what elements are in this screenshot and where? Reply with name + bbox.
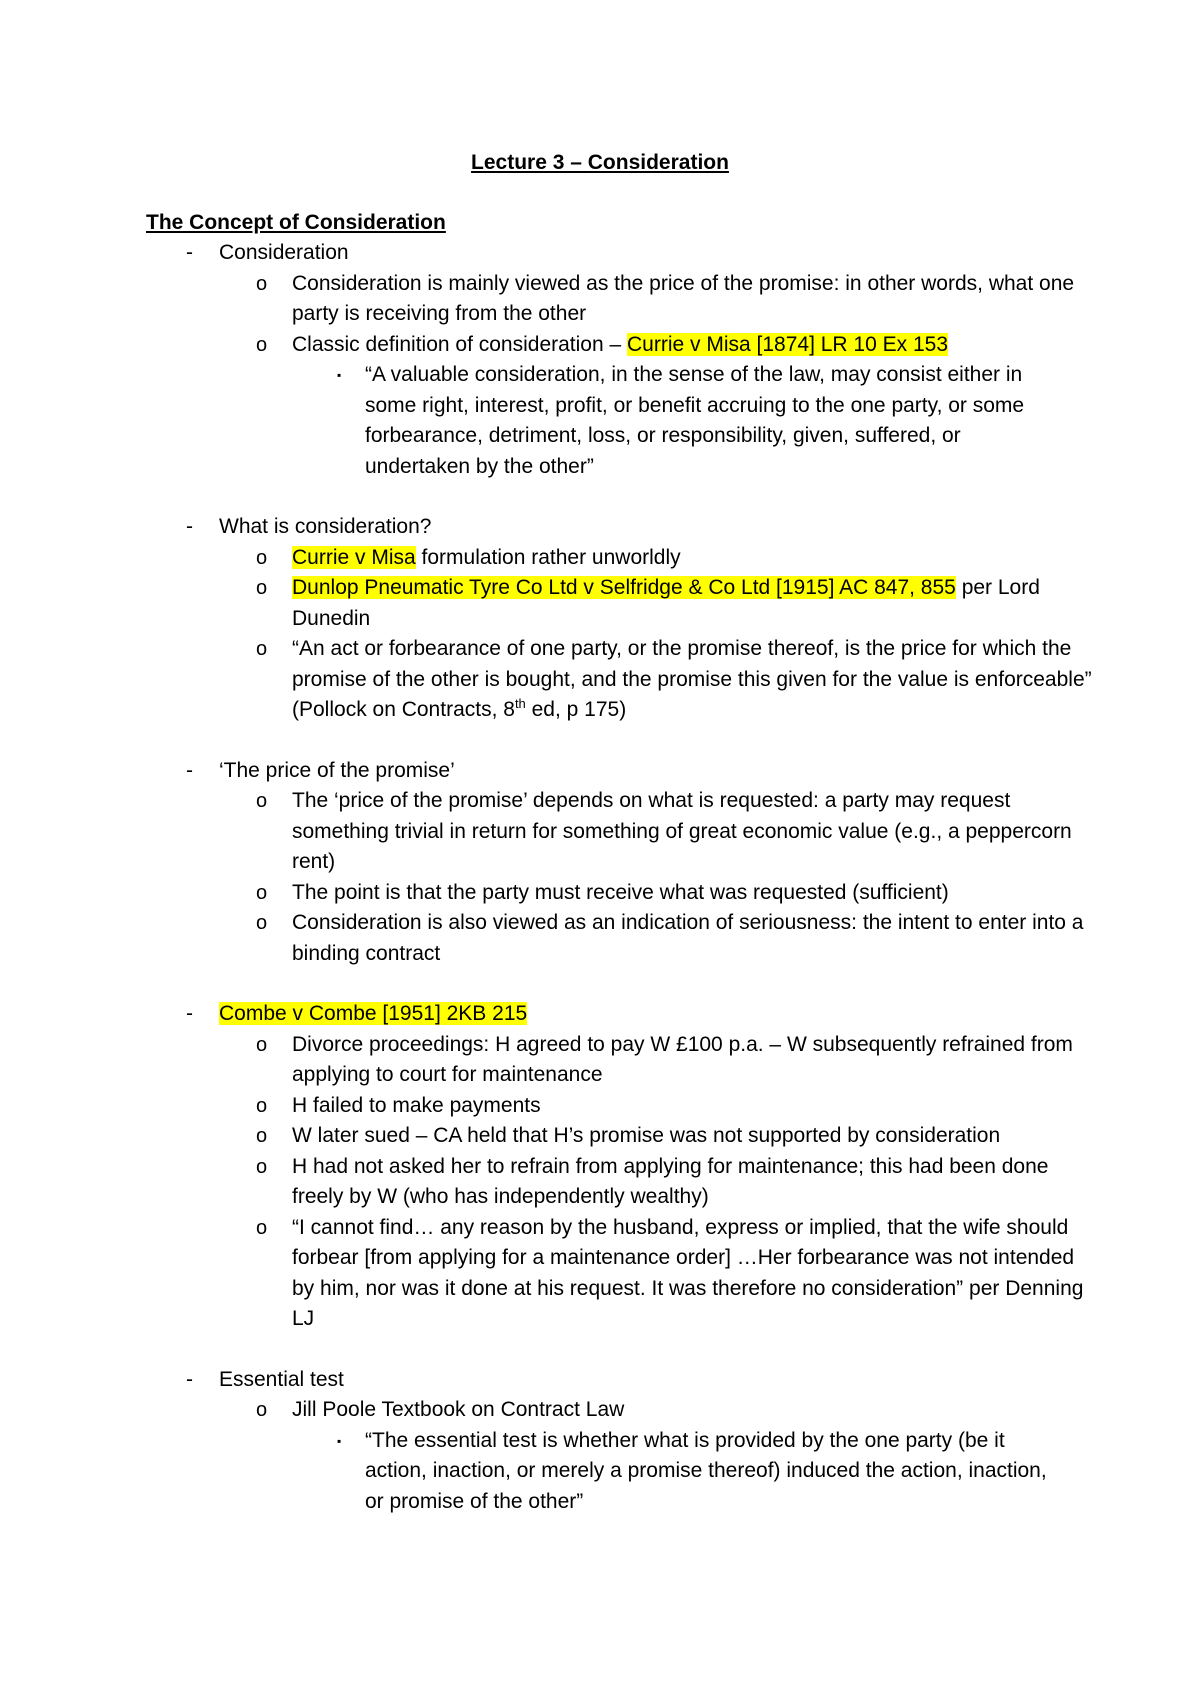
circle-bullet: o (256, 577, 268, 599)
circle-bullet: o (256, 1399, 268, 1421)
list-item (0, 573, 1200, 634)
item-text: Consideration is mainly viewed as the price of the promise: in other words, what one party is receiving from the other (292, 271, 1075, 325)
case-citation: Currie v Misa (292, 545, 416, 569)
circle-bullet: o (256, 333, 268, 356)
item-text: Consideration is also viewed as an indication of seriousness: the intent to enter into a binding contract (292, 911, 1084, 965)
list-item (0, 634, 1200, 726)
item-text (292, 573, 1092, 634)
item-text: Divorce proceedings: H agreed to pay W £100 p.a. – W subsequently refrained from applying to court for maintenance (292, 1032, 1073, 1086)
spacer (0, 726, 1200, 756)
case-citation: Currie v Misa [1874] LR 10 Ex 153 (627, 332, 949, 356)
item-text: Essential test (219, 1367, 344, 1391)
item-text: H had not asked her to refrain from applying for maintenance; this had been done freely by W (who has independently wealthy) (292, 1154, 1049, 1208)
square-bullet: ▪ (337, 1433, 342, 1448)
item-text: “I cannot find… any reason by the husband, express or implied, that the wife should forbear [from applying for a maintenance order] …Her forbearance was not intended by him, nor was it done at his request. It was therefore no consideration” per Denning LJ (292, 1215, 1084, 1330)
section-heading: The Concept of Consideration (146, 211, 446, 234)
item-text: ‘The price of the promise’ (219, 758, 455, 782)
list-item (0, 512, 1200, 543)
list-item (0, 1121, 1200, 1152)
list-item (0, 269, 1200, 330)
square-bullet: ▪ (337, 368, 342, 382)
list-item (0, 1395, 1200, 1426)
quote-text: “A valuable consideration, in the sense of the law, may consist either in some right, interest, profit, or benefit accruing to the one party, or some forbearance, detriment, loss, or responsibility, given, suffered, or undertaken by the other” (365, 363, 1025, 478)
superscript: th (514, 696, 526, 711)
dash-bullet: - (186, 1002, 193, 1025)
item-text: What is consideration? (219, 515, 432, 538)
list-item (0, 908, 1200, 969)
list-item (0, 786, 1200, 878)
item-text (292, 634, 1092, 726)
circle-bullet: o (256, 638, 268, 660)
list-item (0, 756, 1200, 787)
spacer (0, 482, 1200, 512)
circle-bullet: o (256, 1094, 268, 1117)
item-text-part: ed, p 175) (525, 698, 627, 721)
list-item (0, 1091, 1200, 1122)
case-citation: Dunlop Pneumatic Tyre Co Ltd v Selfridge & Co Ltd [1915] AC 847, 855 (292, 576, 956, 599)
list-item (0, 238, 1200, 269)
item-text (219, 999, 1119, 1030)
circle-bullet: o (256, 790, 268, 812)
dash-bullet: - (186, 241, 193, 264)
item-text: Consideration (219, 241, 349, 264)
notes-body (0, 238, 1200, 1517)
list-item (0, 1213, 1200, 1335)
item-text: The ‘price of the promise’ depends on what is requested: a party may request something trivial in return for something of great economic value (e.g., a peppercorn rent) (292, 789, 1072, 873)
circle-bullet: o (256, 1033, 268, 1056)
quote-text: “The essential test is whether what is provided by the one party (be it action, inaction, or merely a promise thereof) induced the action, inaction, or promise of the other” (365, 1428, 1047, 1513)
item-text-part: per Lord Dunedin (292, 576, 1040, 630)
list-item (0, 543, 1200, 574)
list-item (0, 1365, 1200, 1396)
spacer (0, 969, 1200, 999)
case-citation: Combe v Combe [1951] 2KB 215 (219, 1002, 528, 1025)
list-item (0, 360, 1200, 482)
item-text: Jill Poole Textbook on Contract Law (292, 1398, 625, 1421)
circle-bullet: o (256, 546, 268, 569)
dash-bullet: - (186, 758, 193, 782)
list-item (0, 1030, 1200, 1091)
item-text-part: Classic definition of consideration – (292, 332, 628, 356)
dash-bullet: - (186, 515, 193, 538)
item-text: H failed to make payments (292, 1093, 541, 1117)
circle-bullet: o (256, 272, 268, 295)
circle-bullet: o (256, 881, 268, 904)
list-item (0, 1426, 1200, 1518)
circle-bullet: o (256, 1155, 268, 1178)
list-item (0, 330, 1200, 361)
page-title: Lecture 3 – Consideration (471, 151, 729, 174)
spacer (0, 1335, 1200, 1365)
list-item (0, 878, 1200, 909)
circle-bullet: o (256, 912, 268, 934)
item-text-part: “An act or forbearance of one party, or the promise thereof, is the price for which the promise of the other is bought, and the promise this given for the value is enforceable” (Pollock on Contracts, 8 (292, 637, 1092, 721)
circle-bullet: o (256, 1216, 268, 1239)
list-item (0, 1152, 1200, 1213)
item-text: The point is that the party must receive what was requested (sufficient) (292, 880, 949, 904)
dash-bullet: - (186, 1367, 193, 1391)
item-text-part: formulation rather unworldly (415, 545, 681, 569)
list-item (0, 999, 1200, 1030)
circle-bullet: o (256, 1125, 268, 1147)
item-text (292, 543, 1092, 574)
item-text (292, 330, 1092, 361)
item-text: W later sued – CA held that H’s promise was not supported by consideration (292, 1124, 1001, 1147)
